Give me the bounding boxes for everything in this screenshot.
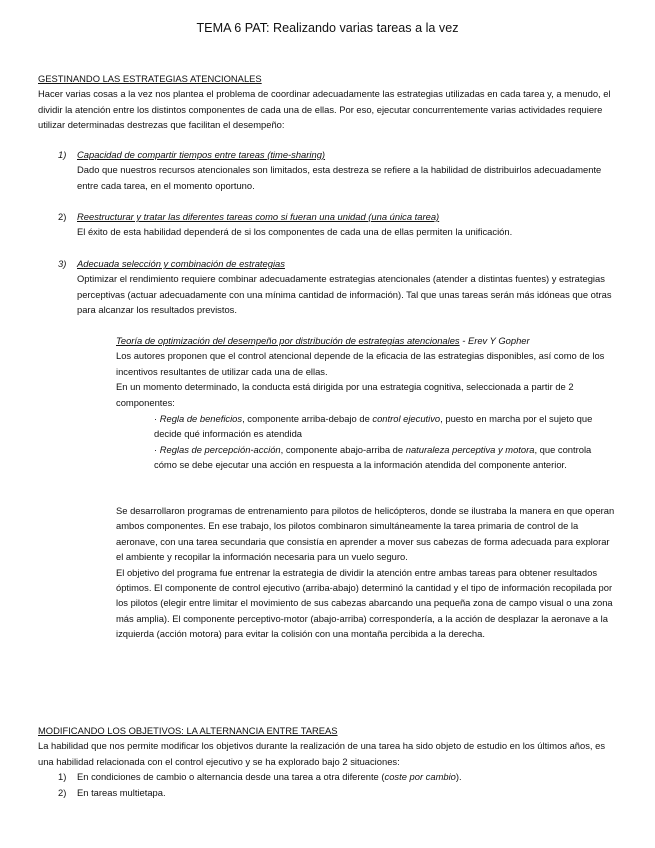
list-number: 3) — [58, 258, 67, 269]
list-item — [38, 209, 618, 240]
component-text: , puesto en marcha por el sujeto que decide qué información es atendida — [154, 413, 593, 440]
component-text: , que controla cómo se debe ejecutar una acción en respuesta a la información atendida del componente anterior. — [154, 444, 592, 471]
section-heading: MODIFICANDO LOS OBJETIVOS: LA ALTERNANCIA ENTRE TAREAS — [38, 725, 338, 736]
item-text: En tareas multietapa. — [77, 787, 166, 798]
component-text: , componente abajo-arriba de — [280, 444, 406, 455]
section-intro: Hacer varias cosas a la vez nos plantea el problema de coordinar adecuadamente las estrategias utilizadas en cada tarea y, a menudo, el dividir la atención entre los distintos componentes de cada una de ellas. Por eso, ejecutar concurrentemente varias actividades requiere utilizar determinadas destrezas que facilitan el desempeño: — [38, 88, 611, 131]
item-title: Adecuada selección y combinación de estrategias — [77, 258, 285, 269]
section-gestionando — [38, 71, 618, 133]
item-text: Dado que nuestros recursos atencionales son limitados, esta destreza se refiere a la habilidad de distribuirlos adecuadamente entre cada tarea, en el momento oportuno. — [77, 164, 602, 191]
page-title: TEMA 6 PAT: Realizando varias tareas a la vez — [196, 21, 459, 35]
component-item — [154, 411, 616, 442]
theory-block — [116, 333, 616, 410]
list-item — [38, 147, 618, 193]
list-item — [58, 785, 618, 800]
item-italic: coste por cambio — [384, 771, 456, 782]
item-text: Optimizar el rendimiento requiere combinar adecuadamente estrategias atencionales (atender a distintas fuentes) y estrategias perceptivas (actuar adecuadamente con una mínima cantidad de información). Tal que unas tareas serán más idóneas que otras para alcanzar los resultados previstos. — [77, 273, 612, 316]
theory-authors: - Erev Y Gopher — [459, 335, 530, 346]
theory-block-2 — [116, 503, 616, 642]
theory-heading — [116, 333, 616, 348]
section-modificando — [38, 723, 618, 769]
list-number: 1) — [58, 771, 67, 782]
item-text: El éxito de esta habilidad dependerá de si los componentes de cada una de ellas permiten la unificación. — [77, 226, 513, 238]
bullet: · — [154, 413, 160, 424]
item-title: Capacidad de compartir tiempos entre tareas (time-sharing) — [77, 149, 326, 160]
list-number: 2) — [58, 787, 67, 798]
component-text: , componente arriba-debajo de — [242, 413, 373, 424]
list-number: 2) — [58, 211, 67, 222]
list-number: 1) — [58, 149, 67, 160]
item-title: Reestructurar y tratar las diferentes tareas como si fueran una unidad (una única tarea) — [77, 211, 440, 222]
theory-paragraph: Los autores proponen que el control atencional depende de la eficacia de las estrategias disponibles, así como de los incentivos resultantes de utilizar cada una de ellas. — [116, 350, 605, 377]
item-text: En condiciones de cambio o alternancia desde una tarea a otra diferente ( — [77, 771, 385, 782]
list-item — [58, 769, 618, 784]
theory-title: Teoría de optimización del desempeño por distribución de estrategias atencionales — [116, 335, 460, 346]
component-item — [154, 442, 616, 473]
theory-paragraph: En un momento determinado, la conducta está dirigida por una estrategia cognitiva, seleccionada a partir de 2 componentes: — [116, 381, 574, 408]
component-term: naturaleza perceptiva y motora — [405, 444, 535, 455]
item-text-end: ). — [455, 771, 462, 782]
theory-paragraph: Se desarrollaron programas de entrenamiento para pilotos de helicópteros, donde se ilustraba la manera en que operan ambos componentes. En ese trabajo, los pilotos combinaron simultáneamente la tarea primaria de control de la aeronave, con una tarea secundaria que consistía en aprender a mover sus cabezas de forma adecuada para explorar el ambiente y recopilar la información necesaria para un vuelo seguro. — [116, 505, 615, 563]
theory-paragraph: El objetivo del programa fue entrenar la estrategia de dividir la atención entre ambas tareas para obtener resultados óptimos. El componente de control ejecutivo (arriba-abajo) determinó la cantidad y el tipo de información recopilada por los pilotos (elegir entre limitar el movimiento de sus cabezas abarcando una pequeña zona de campo visual o una zona más amplia). El componente perceptivo-motor (abajo-arriba) correspondería, a la acción de desplazar la aeronave a la izquierda (acción motora) para evitar la colisión con una montaña percibida a la derecha. — [116, 566, 613, 640]
section-intro: La habilidad que nos permite modificar los objetivos durante la realización de una tarea ha sido objeto de estudio en los últimos años, es una habilidad relacionada con el control ejecutivo y se ha explorado bajo 2 situaciones: — [38, 740, 606, 767]
list-item — [38, 256, 616, 318]
component-term: Reglas de percepción-acción — [159, 444, 281, 455]
section-heading: GESTINANDO LAS ESTRATEGIAS ATENCIONALES — [38, 73, 262, 84]
component-term: Regla de beneficios — [159, 413, 243, 424]
component-term: control ejecutivo — [372, 413, 441, 424]
bullet: · — [154, 444, 160, 455]
